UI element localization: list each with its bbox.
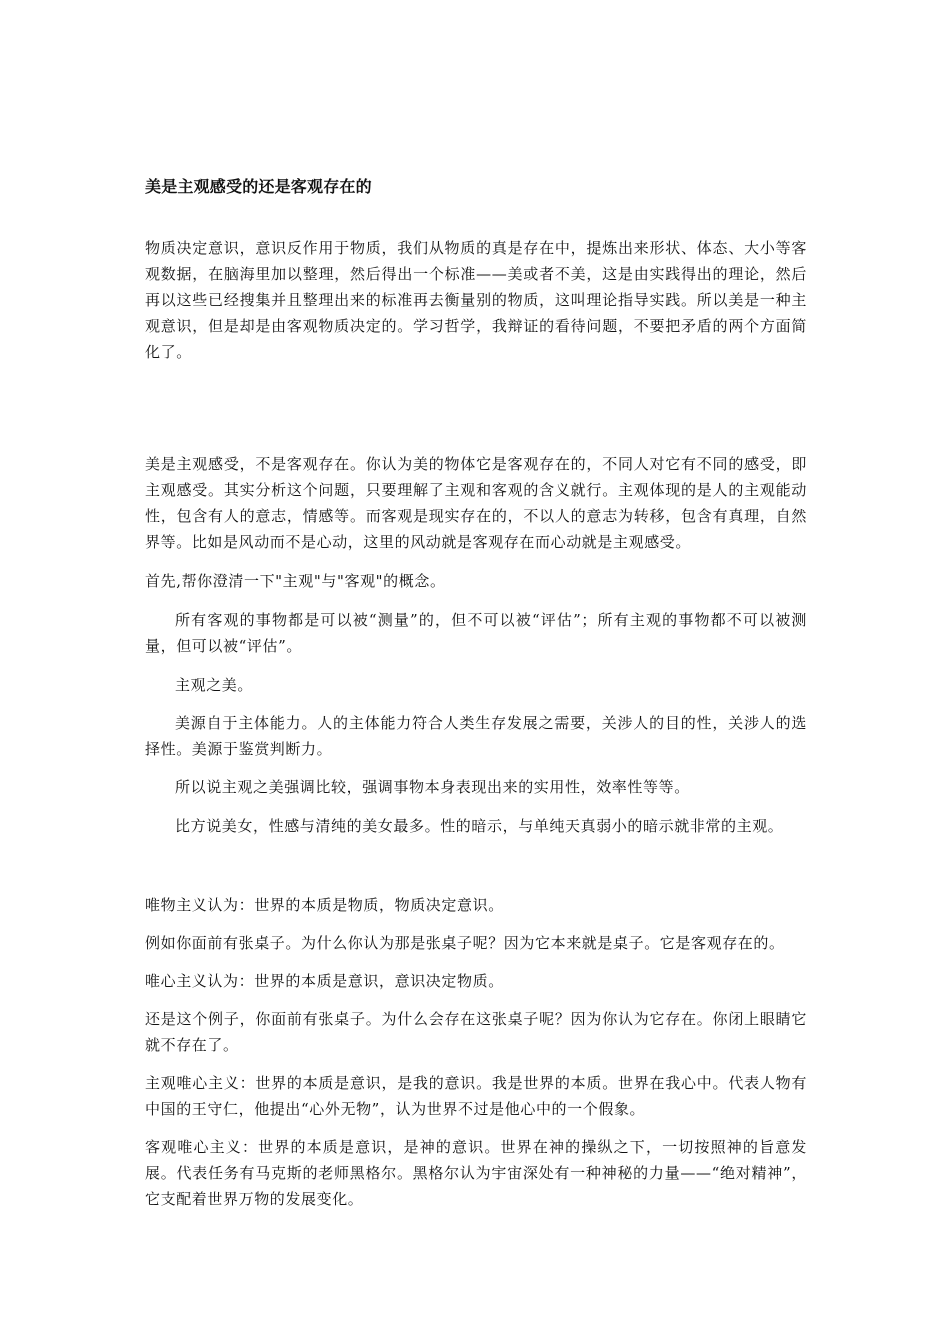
paragraph-14: 客观唯心主义：世界的本质是意识，是神的意识。世界在神的操纵之下，一切按照神的旨意发展。代表任务有马克斯的老师黑格尔。黑格尔认为宇宙深处有一种神秘的力量——“绝对精神”，它支配着世界万物的发展变化。 bbox=[145, 1138, 807, 1208]
paragraph-6: 美源自于主体能力。人的主体能力符合人类生存发展之需要，关涉人的目的性，关涉人的选择性。美源于鉴赏判断力。 bbox=[145, 714, 807, 758]
paragraph-12: 还是这个例子，你面前有张桌子。为什么会存在这张桌子呢？因为你认为它存在。你闭上眼睛它就不存在了。 bbox=[145, 1010, 807, 1054]
paragraph-7: 所以说主观之美强调比较，强调事物本身表现出来的实用性，效率性等等。 bbox=[175, 778, 690, 796]
paragraph-2: 美是主观感受，不是客观存在。你认为美的物体它是客观存在的，不同人对它有不同的感受，即主观感受。其实分析这个问题，只要理解了主观和客观的含义就行。主观体现的是人的主观能动性，包含有人的意志，情感等。而客观是现实存在的，不以人的意志为转移，包含有真理，自然界等。比如是风动而不是心动，这里的风动就是客观存在而心动就是主观感受。 bbox=[145, 455, 807, 551]
paragraph-8: 比方说美女，性感与清纯的美女最多。性的暗示，与单纯天真弱小的暗示就非常的主观。 bbox=[175, 817, 784, 835]
paragraph-13: 主观唯心主义：世界的本质是意识，是我的意识。我是世界的本质。世界在我心中。代表人物有中国的王守仁，他提出“心外无物”，认为世界不过是他心中的一个假象。 bbox=[145, 1074, 807, 1118]
document-title: 美是主观感受的还是客观存在的 bbox=[145, 177, 372, 196]
paragraph-10: 例如你面前有张桌子。为什么你认为那是张桌子呢？因为它本来就是桌子。它是客观存在的。 bbox=[145, 934, 785, 952]
paragraph-9: 唯物主义认为：世界的本质是物质，物质决定意识。 bbox=[145, 896, 504, 914]
paragraph-3: 首先,帮你澄清一下"主观"与"客观"的概念。 bbox=[145, 572, 446, 590]
paragraph-4: 所有客观的事物都是可以被“测量”的，但不可以被“评估”；所有主观的事物都不可以被测量，但可以被“评估”。 bbox=[145, 611, 807, 655]
paragraph-5: 主观之美。 bbox=[175, 676, 254, 694]
paragraph-11: 唯心主义认为：世界的本质是意识，意识决定物质。 bbox=[145, 972, 504, 990]
paragraph-1: 物质决定意识，意识反作用于物质，我们从物质的真是存在中，提炼出来形状、体态、大小等客观数据，在脑海里加以整理，然后得出一个标准——美或者不美，这是由实践得出的理论，然后再以这些已经搜集并且整理出来的标准再去衡量别的物质，这叫理论指导实践。所以美是一种主观意识，但是却是由客观物质决定的。学习哲学，我辩证的看待问题，不要把矛盾的两个方面简化了。 bbox=[145, 239, 807, 361]
